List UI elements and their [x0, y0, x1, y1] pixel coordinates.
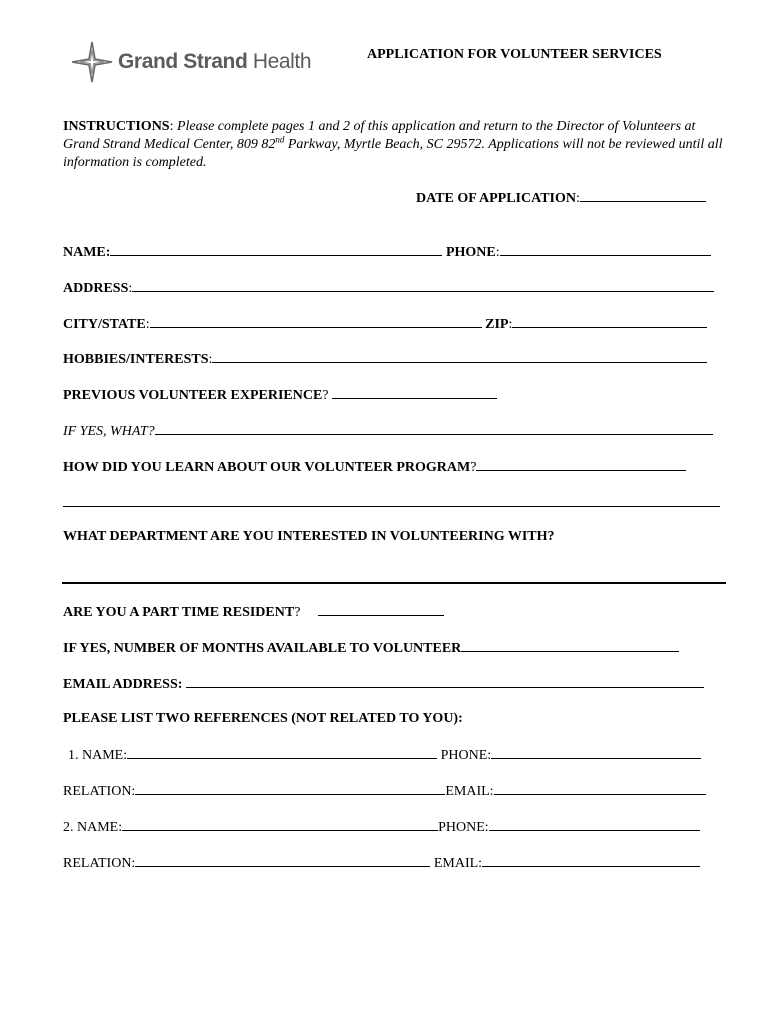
department-row: WHAT DEPARTMENT ARE YOU INTERESTED IN VOLUNTEERING WITH?	[63, 529, 555, 544]
city-state-zip-row: CITY/STATE: ZIP:	[63, 315, 707, 333]
reference-1-relation-row: RELATION: EMAIL:	[63, 782, 706, 800]
address-row: ADDRESS:	[63, 279, 714, 297]
reference-2-phone-field[interactable]	[489, 818, 700, 831]
how-learned-continuation-row	[63, 494, 720, 512]
name-field[interactable]	[110, 243, 442, 256]
reference-2-name-field[interactable]	[122, 818, 438, 831]
date-of-application-row: DATE OF APPLICATION:	[416, 189, 706, 207]
star-logo-icon	[70, 40, 114, 84]
instructions-text: Please complete pages 1 and 2 of this application and return to the Director of Volunteers at Grand Strand Medical Center, 809 82nd Parkway, Myrtle Beach, SC 29572. Applications will not be reviewed until all information is completed.	[63, 119, 723, 170]
how-learned-continuation-field[interactable]	[63, 494, 720, 507]
part-time-resident-row: ARE YOU A PART TIME RESIDENT?	[63, 603, 444, 621]
reference-2-relation-field[interactable]	[135, 854, 430, 867]
previous-experience-field[interactable]	[332, 386, 497, 399]
phone-field[interactable]	[500, 243, 711, 256]
months-available-row: IF YES, NUMBER OF MONTHS AVAILABLE TO VOLUNTEER	[63, 639, 679, 657]
document-title: APPLICATION FOR VOLUNTEER SERVICES	[367, 47, 662, 62]
how-learned-field[interactable]	[476, 458, 686, 471]
part-time-resident-field[interactable]	[318, 603, 444, 616]
if-yes-what-field[interactable]	[155, 422, 713, 435]
department-answer-line[interactable]	[62, 582, 726, 584]
reference-2-email-field[interactable]	[482, 854, 700, 867]
email-address-row: EMAIL ADDRESS:	[63, 675, 704, 693]
address-field[interactable]	[132, 279, 714, 292]
months-available-field[interactable]	[461, 639, 679, 652]
reference-1-phone-field[interactable]	[491, 746, 701, 759]
hobbies-field[interactable]	[212, 350, 707, 363]
if-yes-what-row: IF YES, WHAT?	[63, 422, 713, 440]
instructions-label: INSTRUCTIONS	[63, 119, 170, 134]
previous-experience-row: PREVIOUS VOLUNTEER EXPERIENCE?	[63, 386, 497, 404]
zip-field[interactable]	[512, 315, 707, 328]
reference-1-name-row: 1. NAME: PHONE:	[68, 746, 701, 764]
date-of-application-field[interactable]	[580, 189, 706, 202]
hobbies-row: HOBBIES/INTERESTS:	[63, 350, 707, 368]
instructions-paragraph: INSTRUCTIONS: Please complete pages 1 and 2 of this application and return to the Director of Volunteers at Grand Strand Medical Center, 809 82nd Parkway, Myrtle Beach, SC 29572. Applications will not be reviewed until all information is completed.	[63, 119, 723, 170]
city-state-field[interactable]	[150, 315, 482, 328]
reference-1-email-field[interactable]	[494, 782, 706, 795]
reference-1-name-field[interactable]	[127, 746, 437, 759]
references-header: PLEASE LIST TWO REFERENCES (NOT RELATED TO YOU):	[63, 711, 463, 726]
reference-1-relation-field[interactable]	[135, 782, 445, 795]
grand-strand-health-logo	[70, 40, 311, 84]
logo-wordmark: Grand Strand Health	[118, 50, 312, 73]
reference-2-name-row: 2. NAME: PHONE:	[63, 818, 700, 836]
how-learned-row: HOW DID YOU LEARN ABOUT OUR VOLUNTEER PROGRAM?	[63, 458, 686, 476]
reference-2-relation-row: RELATION: EMAIL:	[63, 854, 700, 872]
name-phone-row: NAME: PHONE:	[63, 243, 711, 261]
email-address-field[interactable]	[186, 675, 704, 688]
